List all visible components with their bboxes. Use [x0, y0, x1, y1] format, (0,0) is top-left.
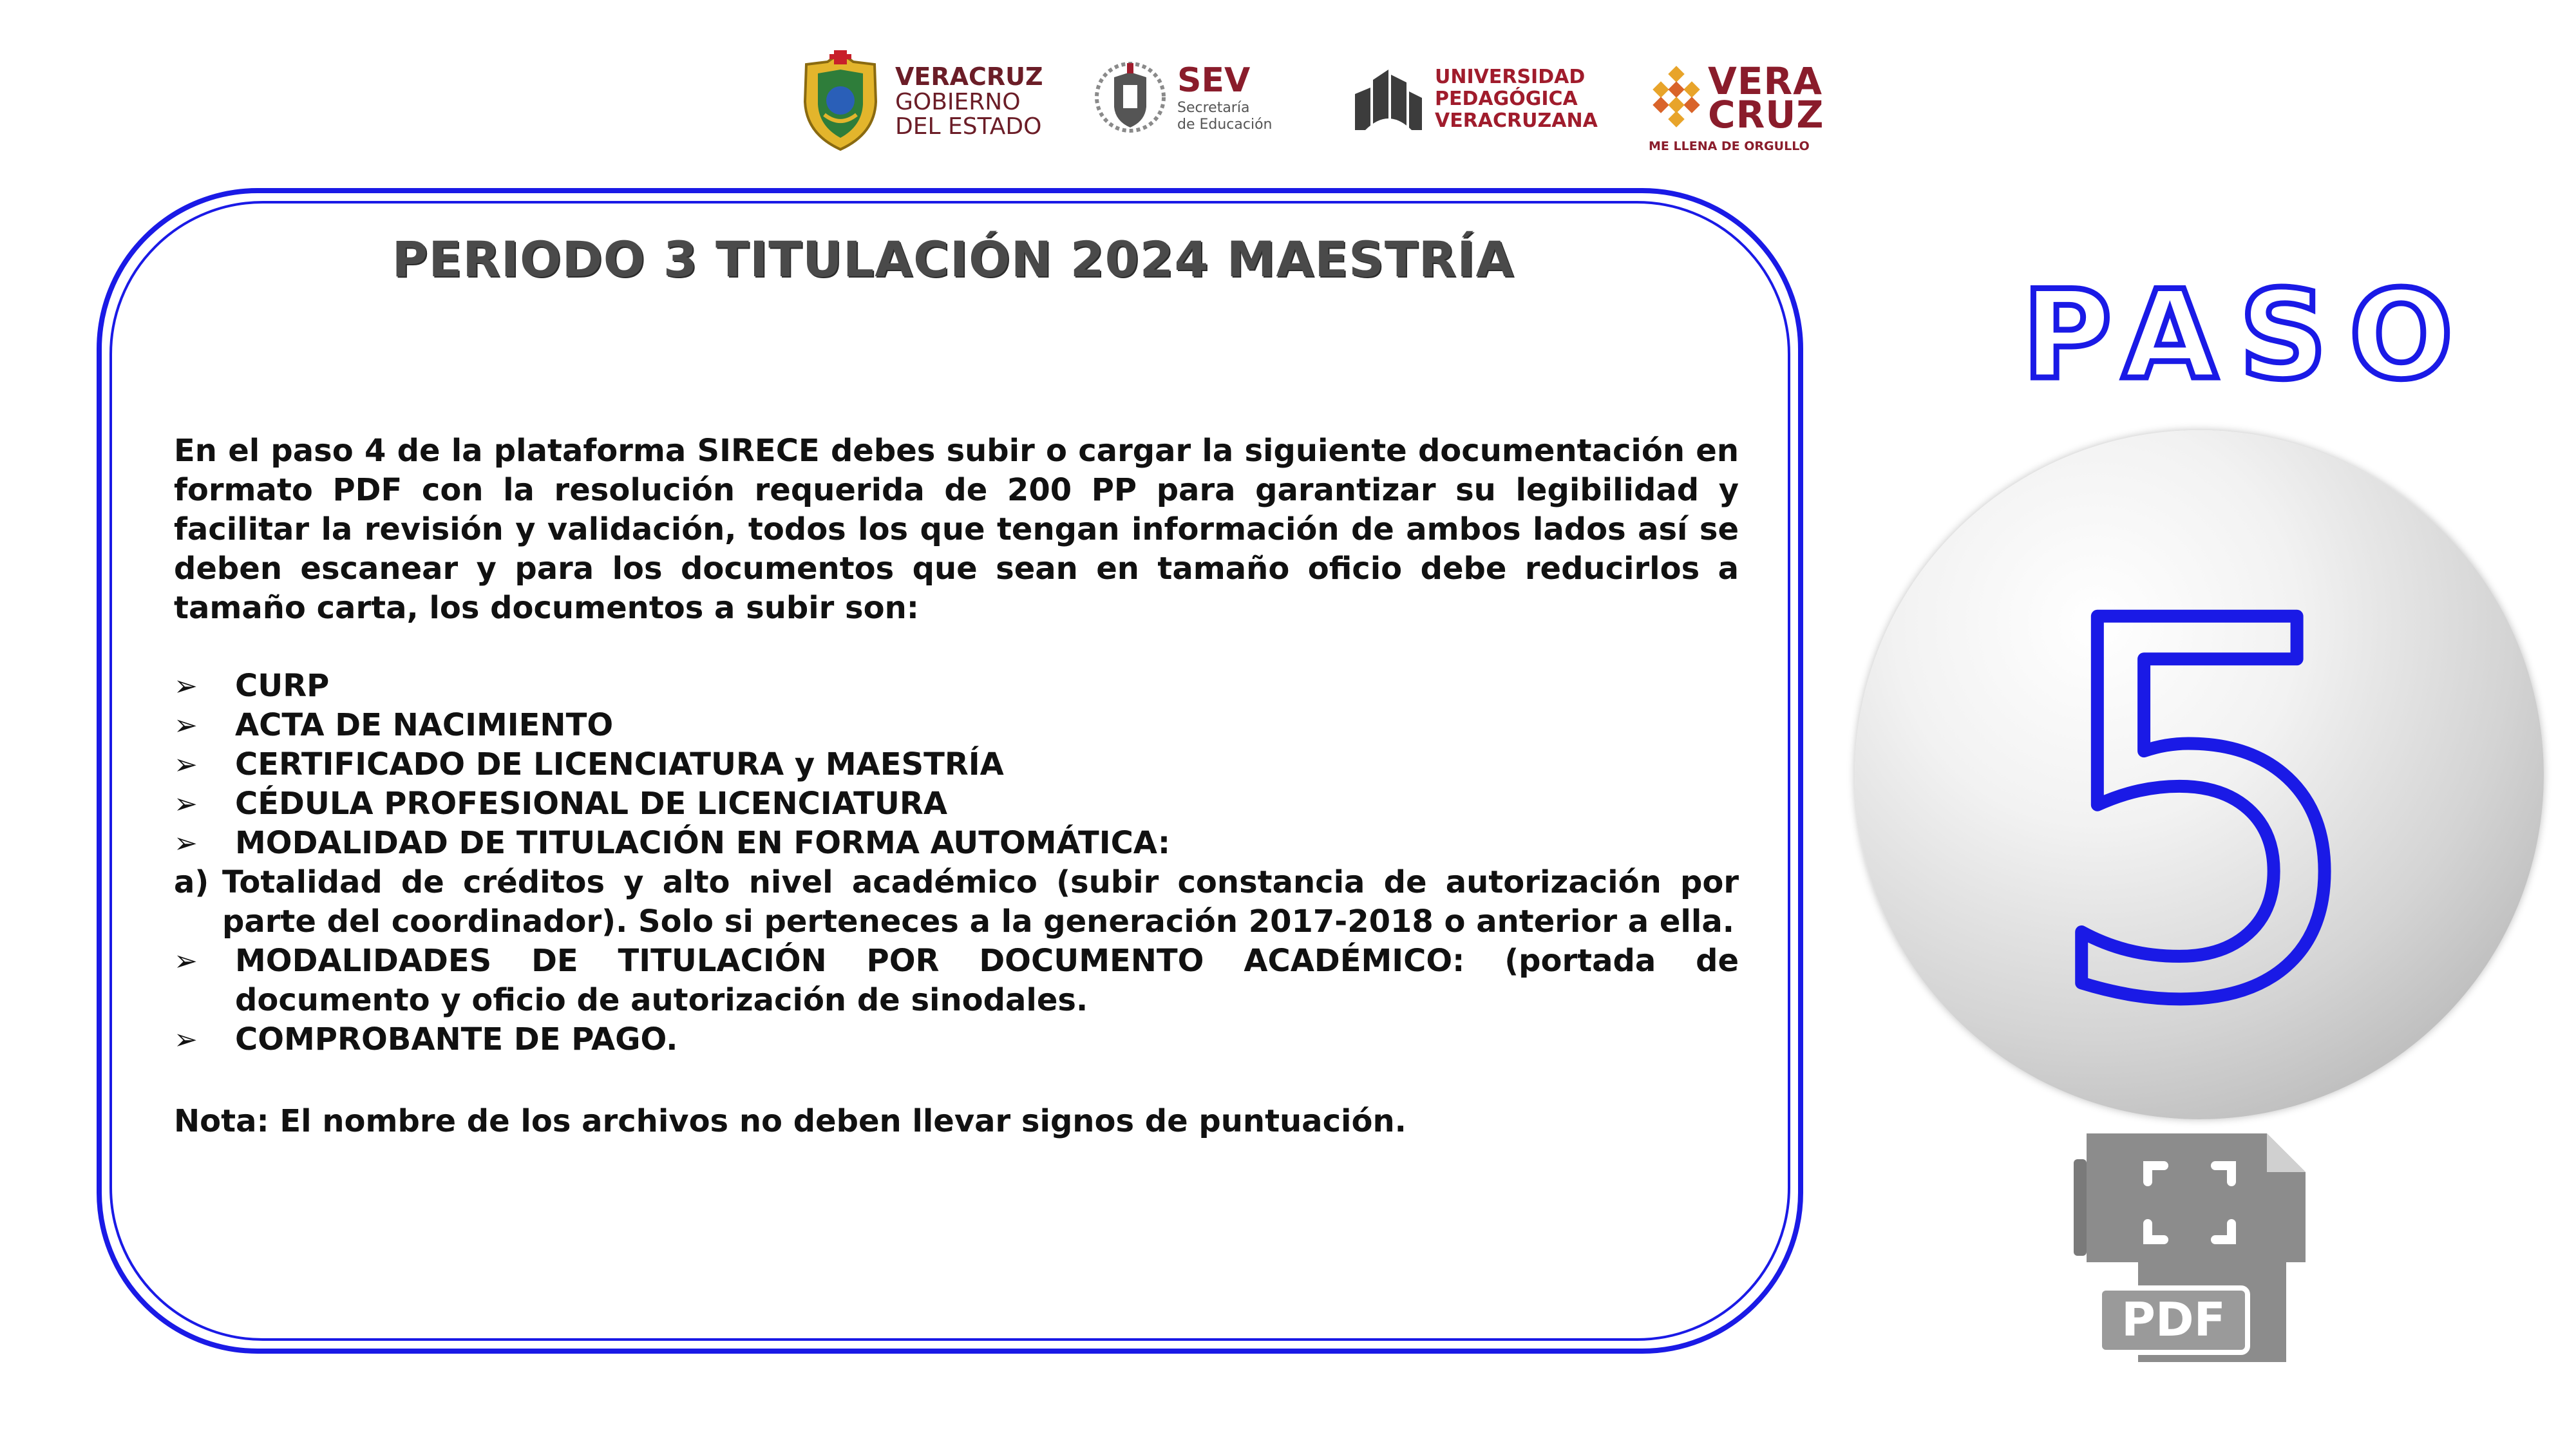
veracruz-gobierno-logo [799, 50, 1043, 153]
vera-cruz-line1: VERA [1708, 59, 1823, 103]
veracruz-gobierno-line3: DEL ESTADO [895, 113, 1042, 140]
arrow-bullet-icon: ➢ [174, 1023, 198, 1056]
step-number-5 [1855, 430, 2544, 1119]
pdf-file-icon [2074, 1127, 2325, 1365]
svg-text:5: 5 [2041, 513, 2370, 1113]
header-logos [0, 0, 2576, 167]
arrow-bullet-icon: ➢ [174, 945, 198, 978]
arrow-bullet-icon: ➢ [174, 748, 198, 781]
sub-item-a [174, 863, 1739, 942]
sev-title: SEV [1177, 61, 1251, 100]
upv-line3: VERACRUZANA [1435, 109, 1598, 132]
veracruz-shield-icon [799, 50, 882, 152]
veracruz-gobierno-line2: GOBIERNO [895, 89, 1021, 115]
list-item-text: MODALIDADES DE TITULACIÓN POR DOCUMENTO ACADÉMICO: (portada de documento y oficio de autorización de sinodales. [235, 943, 1739, 1018]
list-item-text: CÉDULA PROFESIONAL DE LICENCIATURA [235, 786, 947, 822]
sev-line3: de Educación [1177, 117, 1273, 133]
vera-cruz-logo [1649, 59, 1824, 158]
instructions-body [174, 431, 1739, 1141]
documents-list [174, 667, 1739, 863]
arrow-bullet-icon: ➢ [174, 670, 198, 703]
list-item-text: COMPROBANTE DE PAGO. [235, 1021, 678, 1057]
svg-text:PDF: PDF [2121, 1293, 2226, 1347]
sev-logo [1095, 57, 1282, 147]
upv-line2: PEDAGÓGICA [1435, 88, 1578, 110]
list-item-text: CURP [235, 668, 330, 704]
upv-line1: UNIVERSIDAD [1435, 66, 1586, 88]
vera-cruz-line2: CRUZ [1708, 93, 1824, 137]
arrow-bullet-icon: ➢ [174, 709, 198, 742]
sev-emblem-icon [1095, 57, 1166, 138]
list-item [174, 745, 1739, 784]
sev-line2: Secretaría [1177, 100, 1250, 116]
sub-item-marker: a) [174, 864, 209, 900]
documents-list-continued [174, 942, 1739, 1059]
arrow-bullet-icon: ➢ [174, 788, 198, 820]
arrow-bullet-icon: ➢ [174, 827, 198, 860]
list-item-text: ACTA DE NACIMIENTO [235, 707, 614, 743]
list-item [174, 942, 1739, 1020]
list-item [174, 706, 1739, 745]
upv-emblem-icon [1352, 68, 1425, 133]
list-item-text: CERTIFICADO DE LICENCIATURA y MAESTRÍA [235, 746, 1004, 782]
sub-item-text: Totalidad de créditos y alto nivel académico (subir constancia de autorización por parte del coordinador). Solo si perteneces a la generación 2017-2018 o anterior a ella. [222, 864, 1739, 940]
list-item [174, 824, 1739, 863]
vera-cruz-tagline: ME LLENA DE ORGULLO [1649, 139, 1810, 153]
intro-paragraph: En el paso 4 de la plataforma SIRECE debes subir o cargar la siguiente documentación en formato PDF con la resolución requerida de 200 PP para garantizar su legibilidad y facilitar la revisión y validación, todos los que tengan información de ambos lados así se deben escanear y para los documentos que sean en tamaño oficio debe reducirlos a tamaño carta, los documentos a subir son: [174, 433, 1739, 626]
note-text: Nota: El nombre de los archivos no deben llevar signos de puntuación. [174, 1103, 1406, 1139]
list-item [174, 784, 1739, 824]
step-number-circle [1855, 430, 2544, 1119]
paso-label: PASO [2022, 264, 2476, 406]
upv-logo [1352, 64, 1598, 142]
list-item-text: MODALIDAD DE TITULACIÓN EN FORMA AUTOMÁTICA: [235, 825, 1171, 861]
vera-cruz-knot-icon [1649, 66, 1704, 128]
list-item [174, 1020, 1739, 1059]
list-item [174, 667, 1739, 706]
page-title: PERIODO 3 TITULACIÓN 2024 MAESTRÍA [392, 231, 1515, 288]
veracruz-gobierno-line1: VERACRUZ [895, 62, 1043, 91]
